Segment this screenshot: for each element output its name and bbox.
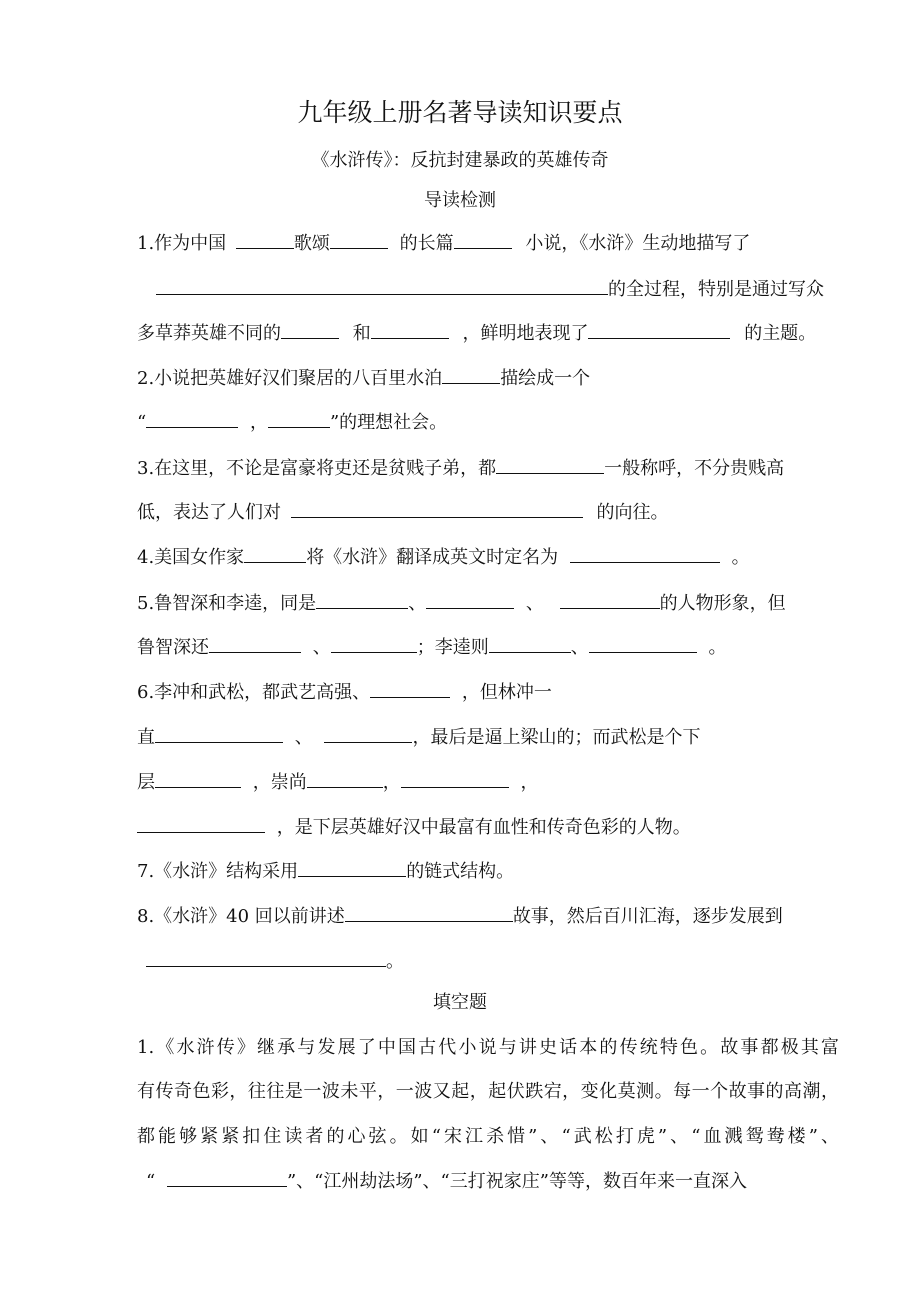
blank[interactable] xyxy=(236,230,294,249)
blank[interactable] xyxy=(496,455,604,474)
question-8-line-1: 8.《水浒》40 回以前讲述 故事，然后百川汇海，逐步发展到 xyxy=(137,903,783,927)
question-7: 7.《水浒》结构采用 的链式结构。 xyxy=(137,858,514,882)
question-1-line-1: 1.作为中国 歌颂 的长篇 小说，《水浒》生动地描写了 xyxy=(137,230,750,254)
blank[interactable] xyxy=(570,544,720,563)
blank[interactable] xyxy=(167,1168,287,1187)
question-3-line-1: 3.在这里，不论是富豪将吏还是贫贱子弟，都 一般称呼，不分贵贱高 xyxy=(137,455,784,479)
question-6-line-4: ，是下层英雄好汉中最富有血性和传奇色彩的人物。 xyxy=(137,814,691,838)
question-6-line-3: 层 ，崇尚 ， ， xyxy=(137,769,538,793)
question-1-line-3: 多草莽英雄不同的 和 ，鲜明地表现了 的主题。 xyxy=(137,320,816,344)
blank[interactable] xyxy=(324,724,412,743)
question-2-line-2: “ ， ”的理想社会。 xyxy=(137,409,447,433)
blank[interactable] xyxy=(371,320,449,339)
blank[interactable] xyxy=(560,590,660,609)
blank[interactable] xyxy=(589,634,697,653)
blank[interactable] xyxy=(330,230,388,249)
blank[interactable] xyxy=(155,724,283,743)
section-heading-reading-test: 导读检测 xyxy=(424,190,496,211)
question-5-line-2: 鲁智深还 、 ；李逵则 、 。 xyxy=(137,634,726,658)
blank[interactable] xyxy=(209,634,301,653)
question-1-line-2: 的全过程，特别是通过写众 xyxy=(156,276,824,300)
blank[interactable] xyxy=(155,769,241,788)
blank[interactable] xyxy=(489,634,571,653)
blank[interactable] xyxy=(146,409,238,428)
question-6-line-1: 6.李冲和武松，都武艺高强、 ，但林冲一 xyxy=(137,679,552,703)
question-6-line-2: 直 、 ，最后是逼上梁山的；而武松是个下 xyxy=(137,724,700,748)
question-3-line-2: 低，表达了人们对 的向往。 xyxy=(137,499,668,523)
question-8-line-2: 。 xyxy=(146,948,404,972)
blank[interactable] xyxy=(370,679,450,698)
question-5-line-1: 5.鲁智深和李逵，同是 、 、 的人物形象，但 xyxy=(137,590,786,614)
blank[interactable] xyxy=(345,903,513,922)
page-title: 九年级上册名著导读知识要点 xyxy=(297,98,623,127)
blank[interactable] xyxy=(291,499,583,518)
blank[interactable] xyxy=(146,948,386,967)
fill-paragraph-line-3: 都能够紧紧扣住读者的心弦。如“宋江杀惜”、“武松打虎”、“血溅鸳鸯楼”、 xyxy=(137,1126,839,1147)
blank[interactable] xyxy=(281,320,339,339)
fill-paragraph-line-4: “ ”、“江州劫法场”、“三打祝家庄”等等，数百年来一直深入 xyxy=(146,1168,747,1192)
blank[interactable] xyxy=(298,858,406,877)
question-4: 4.美国女作家 将《水浒》翻译成英文时定名为 。 xyxy=(137,544,750,568)
fill-paragraph-line-1: 1.《水浒传》继承与发展了中国古代小说与讲史话本的传统特色。故事都极其富 xyxy=(137,1037,839,1058)
blank[interactable] xyxy=(442,365,500,384)
blank[interactable] xyxy=(268,409,330,428)
blank[interactable] xyxy=(307,769,383,788)
blank[interactable] xyxy=(137,814,265,833)
blank[interactable] xyxy=(331,634,417,653)
question-2-line-1: 2.小说把英雄好汉们聚居的八百里水泊 描绘成一个 xyxy=(137,365,590,389)
blank[interactable] xyxy=(588,320,730,339)
fill-paragraph-line-2: 有传奇色彩，往往是一波未平，一波又起，起伏跌宕，变化莫测。每一个故事的高潮， xyxy=(137,1081,839,1102)
blank[interactable] xyxy=(316,590,408,609)
blank[interactable] xyxy=(244,544,306,563)
blank[interactable] xyxy=(454,230,512,249)
blank[interactable] xyxy=(426,590,514,609)
blank[interactable] xyxy=(401,769,509,788)
section-heading-fill-in: 填空题 xyxy=(433,992,487,1013)
blank[interactable] xyxy=(156,276,608,295)
page-subtitle: 《水浒传》：反抗封建暴政的英雄传奇 xyxy=(311,150,609,171)
